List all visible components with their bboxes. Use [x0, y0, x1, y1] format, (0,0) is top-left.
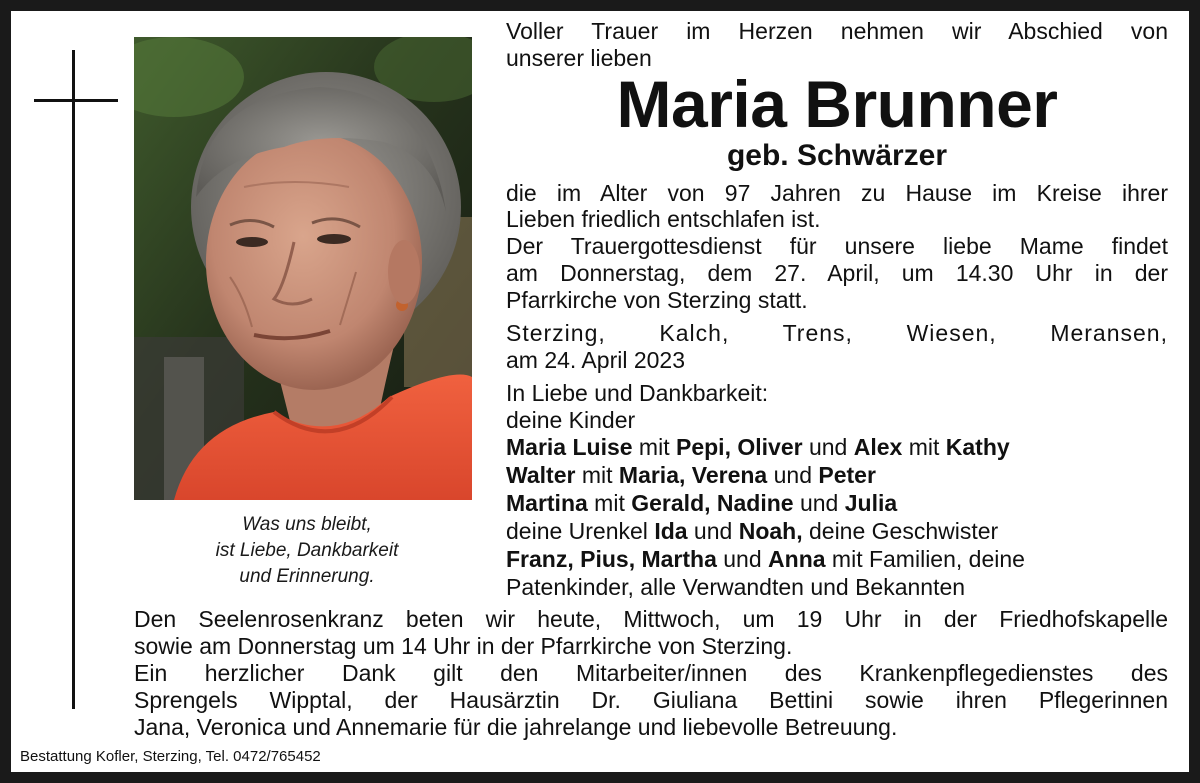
family-line — [506, 462, 1168, 489]
family-name: Peter — [818, 462, 876, 488]
cross-icon — [72, 50, 75, 709]
family-name: Noah, — [738, 518, 803, 544]
family-name: Julia — [844, 490, 898, 516]
portrait-photo — [134, 37, 472, 500]
body-line: deine Kinder — [506, 407, 636, 433]
connector-text: deine Geschwister — [802, 518, 999, 544]
closing-line: Ein herzlicher Dank gilt den Mitarbeiter/innen des Krankenpflegedienstes des — [134, 660, 1168, 686]
connector-text: und — [687, 518, 739, 544]
body-line: Pfarrkirche von Sterzing statt. — [506, 287, 808, 313]
family-name: Gerald, Nadine — [631, 490, 794, 516]
connector-text: und — [767, 462, 819, 488]
family-name: Alex — [853, 434, 903, 460]
quote-line: ist Liebe, Dankbarkeit — [215, 540, 399, 561]
family-line — [506, 490, 1168, 517]
connector-text: mit — [587, 490, 632, 516]
connector-text: mit Familien, deine — [825, 546, 1025, 572]
quote-line: und Erinnerung. — [239, 566, 375, 587]
body-line: Lieben friedlich entschlafen ist. — [506, 206, 821, 232]
intro-line: unserer lieben — [506, 45, 652, 71]
funeral-home-contact: Bestattung Kofler, Sterzing, Tel. 0472/765452 — [20, 748, 321, 765]
family-line — [506, 546, 1168, 573]
family-name: Pepi, Oliver — [676, 434, 803, 460]
closing-line: sowie am Donnerstag um 14 Uhr in der Pfarrkirche von Sterzing. — [134, 633, 793, 659]
memorial-quote — [134, 512, 480, 590]
family-line — [506, 518, 1168, 545]
connector-text: mit — [632, 434, 676, 460]
intro-line: Voller Trauer im Herzen nehmen wir Abschied von — [506, 18, 1168, 44]
family-line: Patenkinder, alle Verwandten und Bekannten — [506, 574, 966, 600]
family-line — [506, 434, 1168, 461]
family-name: Maria Luise — [506, 434, 633, 460]
quote-line: Was uns bleibt, — [242, 514, 372, 535]
closing-line: Sprengels Wipptal, der Hausärztin Dr. Giuliana Bettini sowie ihren Pflegerinnen — [134, 687, 1168, 713]
family-name: Franz, Pius, Martha — [506, 546, 717, 572]
connector-text: mit — [902, 434, 946, 460]
connector-text: mit — [575, 462, 619, 488]
birth-name: geb. Schwärzer — [726, 139, 948, 172]
deceased-name: Maria Brunner — [616, 67, 1058, 141]
family-name: Ida — [654, 518, 688, 544]
date-line: am 24. April 2023 — [506, 347, 686, 373]
body-line: am Donnerstag, dem 27. April, um 14.30 Uhr in der — [506, 260, 1168, 286]
family-name: Walter — [506, 462, 576, 488]
family-name: Martina — [506, 490, 588, 516]
place-line: Sterzing, Kalch, Trens, Wiesen, Meransen, — [506, 320, 1168, 346]
closing-line: Jana, Veronica und Annemarie für die jahrelange und liebevolle Betreuung. — [134, 714, 898, 740]
family-name: Kathy — [945, 434, 1010, 460]
family-name: Maria, Verena — [618, 462, 768, 488]
body-line: Der Trauergottesdienst für unsere liebe Mame findet — [506, 233, 1168, 259]
body-line: In Liebe und Dankbarkeit: — [506, 380, 769, 406]
closing-line: Den Seelenrosenkranz beten wir heute, Mittwoch, um 19 Uhr in der Friedhofskapelle — [134, 606, 1168, 632]
connector-text: und — [793, 490, 845, 516]
family-name: Anna — [768, 546, 826, 572]
connector-text: deine Urenkel — [506, 518, 655, 544]
connector-text: und — [716, 546, 769, 572]
cross-icon-crossbar — [34, 99, 118, 102]
connector-text: und — [802, 434, 854, 460]
body-line: die im Alter von 97 Jahren zu Hause im Kreise ihrer — [506, 180, 1168, 206]
